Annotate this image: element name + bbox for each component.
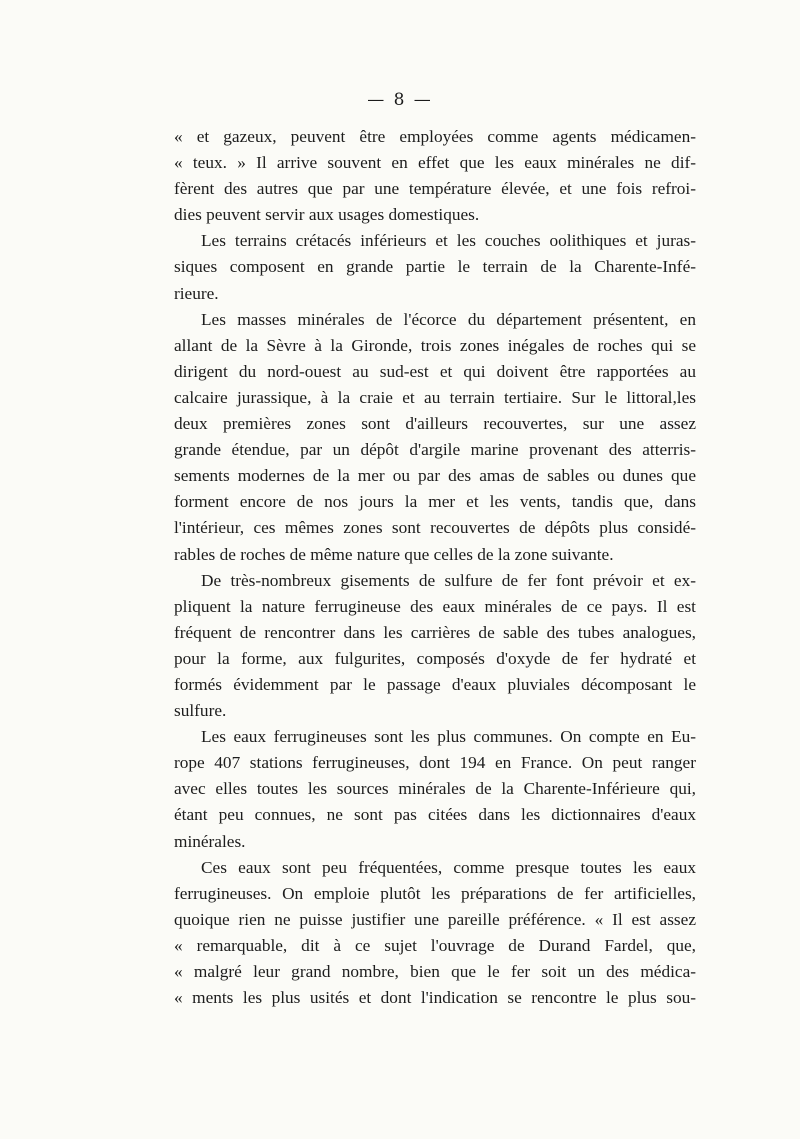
text-line: Les masses minérales de l'écorce du département présentent, en	[201, 309, 696, 329]
text-line: quoique rien ne puisse justifier une pareille préférence. « Il est assez	[174, 909, 696, 929]
text-line: « ments les plus usités et dont l'indication se rencontre le plus sou-	[174, 988, 696, 1008]
text-line: fèrent des autres que par une température élevée, et une fois refroi-	[174, 179, 696, 199]
text-line: dies peuvent servir aux usages domestiques.	[174, 205, 480, 225]
text-line: dirigent du nord-ouest au sud-est et qui doivent être rapportées au	[174, 361, 696, 381]
text-line: siques composent en grande partie le terrain de la Charente-Infé-	[174, 257, 696, 277]
text-line: pour la forme, aux fulgurites, composés d'oxyde de fer hydraté et	[174, 648, 696, 668]
text-line: rope 407 stations ferrugineuses, dont 194 en France. On peut ranger	[174, 753, 696, 773]
text-line: Les eaux ferrugineuses sont les plus communes. On compte en Eu-	[201, 727, 696, 747]
text-line: étant peu connues, ne sont pas citées dans les dictionnaires d'eaux	[174, 805, 696, 825]
text-line: formés évidemment par le passage d'eaux pluviales décomposant le	[174, 674, 696, 694]
text-line: forment encore de nos jours la mer et les vents, tandis que, dans	[174, 492, 696, 512]
text-line: deux premières zones sont d'ailleurs recouvertes, sur une assez	[174, 414, 696, 434]
body-text	[174, 124, 696, 1011]
text-line: ferrugineuses. On emploie plutôt les préparations de fer artificielles,	[174, 883, 696, 903]
text-line: Les terrains crétacés inférieurs et les couches oolithiques et juras-	[201, 231, 696, 251]
text-line: fréquent de rencontrer dans les carrières de sable des tubes analogues,	[174, 622, 696, 642]
text-line: sements modernes de la mer ou par des amas de sables ou dunes que	[174, 466, 696, 486]
text-line: De très-nombreux gisements de sulfure de fer font prévoir et ex-	[201, 570, 696, 590]
text-line: grande étendue, par un dépôt d'argile marine provenant des atterris-	[174, 440, 696, 460]
text-line: sulfure.	[174, 701, 227, 721]
text-line: rables de roches de même nature que celles de la zone suivante.	[174, 544, 614, 564]
text-line: l'intérieur, ces mêmes zones sont recouvertes de dépôts plus considé-	[174, 518, 696, 538]
text-line: « teux. » Il arrive souvent en effet que les eaux minérales ne dif-	[174, 153, 696, 173]
text-line: « remarquable, dit à ce sujet l'ouvrage de Durand Fardel, que,	[174, 935, 696, 955]
text-line: « et gazeux, peuvent être employées comme agents médicamen-	[174, 127, 696, 146]
text-line: calcaire jurassique, à la craie et au terrain tertiaire. Sur le littoral,les	[174, 387, 696, 407]
page-number: — 8 —	[367, 90, 433, 110]
text-line: avec elles toutes les sources minérales de la Charente-Inférieure qui,	[174, 779, 696, 799]
text-line: pliquent la nature ferrugineuse des eaux minérales de ce pays. Il est	[174, 596, 696, 616]
text-line: allant de la Sèvre à la Gironde, trois zones inégales de roches qui se	[174, 335, 696, 355]
text-line: Ces eaux sont peu fréquentées, comme presque toutes les eaux	[201, 857, 696, 877]
text-line: « malgré leur grand nombre, bien que le fer soit un des médica-	[174, 962, 696, 981]
text-line: rieure.	[174, 283, 219, 303]
text-line: minérales.	[174, 831, 246, 851]
